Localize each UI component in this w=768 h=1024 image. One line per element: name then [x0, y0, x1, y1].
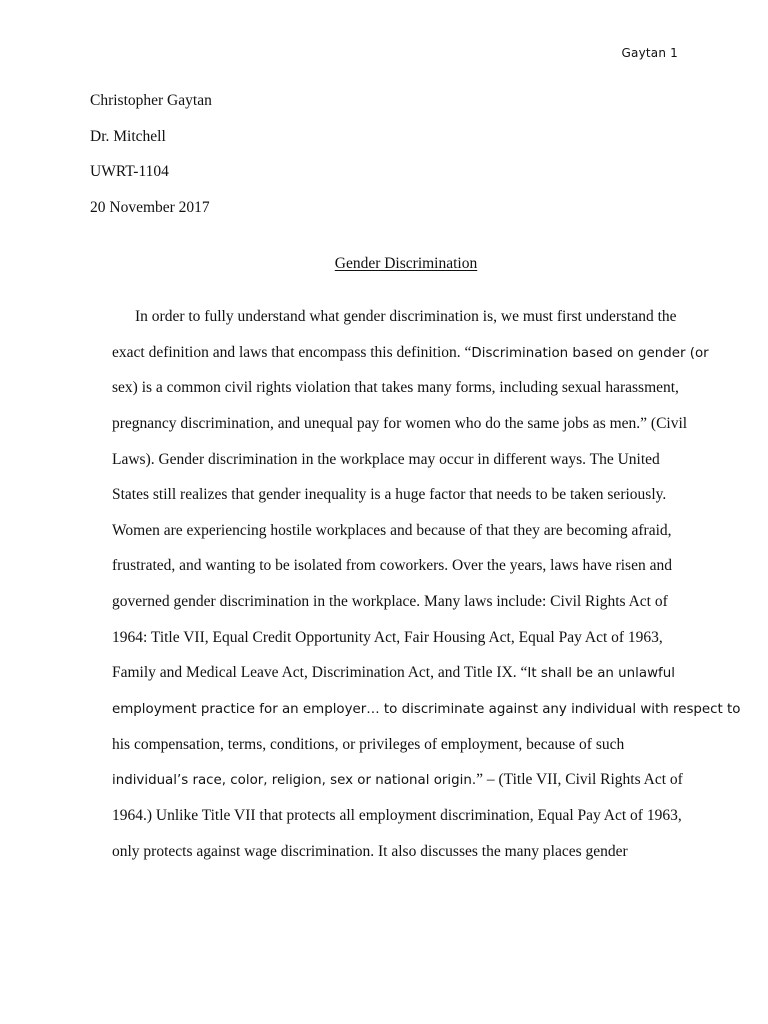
paragraph-line — [90, 804, 690, 840]
line-text: frustrated, and wanting to be isolated from coworkers. Over the years, laws have risen and — [112, 557, 672, 575]
line-text: 1964: Title VII, Equal Credit Opportunity Act, Fair Housing Act, Equal Pay Act of 1963, — [112, 628, 663, 646]
line-text: exact definition and laws that encompass this definition. “ — [112, 343, 472, 361]
line-text: governed gender discrimination in the workplace. Many laws include: Civil Rights Act of — [112, 593, 668, 611]
mla-heading — [90, 89, 212, 231]
paragraph-line — [90, 590, 690, 626]
line-text: Laws). Gender discrimination in the workplace may occur in different ways. The United — [112, 450, 660, 468]
paragraph-line — [90, 305, 690, 341]
paragraph-line — [90, 412, 690, 448]
paragraph-line — [90, 519, 690, 555]
paragraph-line — [90, 483, 690, 519]
quoted-text: Discrimination based on gender (or — [471, 345, 709, 361]
course-code: UWRT-1104 — [90, 163, 169, 181]
essay-title: Gender Discrimination — [334, 255, 478, 272]
running-head: Gaytan 1 — [621, 46, 678, 60]
essay-body — [90, 305, 741, 875]
line-text: pregnancy discrimination, and unequal pay for women who do the same jobs as men.” (Civil — [112, 414, 688, 432]
paragraph-line — [90, 626, 690, 662]
quoted-text: individual’s race, color, religion, sex or national origin. — [112, 773, 477, 789]
line-text: States still realizes that gender inequality is a huge factor that needs to be taken seriously. — [112, 486, 667, 504]
quoted-text: employment practice for an employer… to discriminate against any individual with respect to — [112, 702, 741, 718]
instructor-name: Dr. Mitchell — [90, 127, 166, 145]
line-text: sex) is a common civil rights violation that takes many forms, including sexual harassment, — [112, 379, 679, 397]
paragraph-line — [90, 554, 690, 590]
paragraph-line — [90, 661, 690, 697]
student-name: Christopher Gaytan — [90, 92, 212, 109]
quoted-text: It shall be an unlawful — [527, 666, 675, 682]
essay-date: 20 November 2017 — [90, 198, 210, 216]
line-text: Women are experiencing hostile workplaces and because of that they are becoming afraid, — [112, 521, 672, 539]
line-text: In order to fully understand what gender discrimination is, we must first understand the — [135, 308, 677, 325]
line-text: his compensation, terms, conditions, or privileges of employment, because of such — [112, 735, 625, 753]
line-text: Family and Medical Leave Act, Discrimination Act, and Title IX. “ — [112, 664, 528, 682]
paragraph-line — [90, 733, 690, 769]
line-text: 1964.) Unlike Title VII that protects all employment discrimination, Equal Pay Act of 1963, — [112, 806, 682, 824]
paragraph-line — [90, 697, 741, 733]
paragraph-line — [90, 341, 709, 377]
line-text: ” – (Title VII, Civil Rights Act of — [476, 771, 683, 789]
paragraph-line — [90, 768, 690, 804]
paragraph-line — [90, 448, 690, 484]
paragraph-line — [90, 376, 690, 412]
line-text: only protects against wage discrimination. It also discusses the many places gender — [112, 842, 628, 860]
paragraph-line — [90, 840, 690, 876]
